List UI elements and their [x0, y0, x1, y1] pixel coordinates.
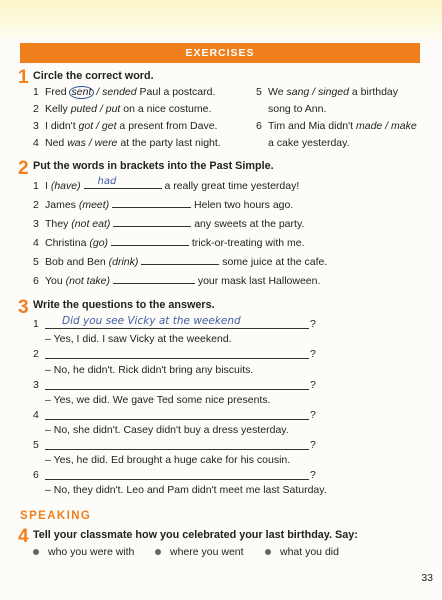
ex3-a4: – No, she didn't. Casey didn't buy a dress yesterday. [45, 424, 289, 436]
exercise-4-heading: Tell your classmate how you celebrated your last birthday. Say: [33, 529, 358, 541]
ex3-q4-number: 4 [33, 409, 39, 421]
ex3-a2: – No, he didn't. Rick didn't bring any biscuits. [45, 364, 254, 376]
ex2-item-5: 5 Bob and Ben (drink) some juice at the cafe. [33, 256, 328, 268]
ex2-item-4: 4 Christina (go) trick-or-treating with me. [33, 237, 305, 249]
answer-blank[interactable] [141, 254, 219, 265]
ex1-item-3: 3 I didn't got / get a present from Dave. [33, 120, 218, 132]
ex1-item-2: 2 Kelly puted / put on a nice costume. [33, 103, 212, 115]
page-number: 33 [421, 572, 433, 584]
option-1[interactable]: sang [286, 86, 310, 98]
ex3-a5: – Yes, he did. Ed brought a huge cake for his cousin. [45, 454, 291, 466]
option-1[interactable]: puted [70, 103, 97, 115]
ex1-item-6: 6 Tim and Mia didn't made / make [256, 120, 417, 132]
question-mark: ? [310, 439, 316, 451]
ex3-q6-number: 6 [33, 469, 39, 481]
option-1[interactable]: was [67, 137, 86, 149]
ex2-item-1: 1 I (have) had a really great time yesterday! [33, 176, 300, 192]
ex1-item-5: 5 We sang / singed a birthday [256, 86, 399, 98]
answer-blank[interactable] [84, 178, 162, 189]
ex1-item-6-cont: a cake yesterday. [268, 137, 350, 149]
question-line[interactable] [45, 358, 309, 359]
option-2[interactable]: make [391, 120, 417, 132]
bullet-dot-icon [265, 549, 271, 555]
ex2-item-6: 6 You (not take) your mask last Halloween. [33, 275, 321, 287]
question-line[interactable] [45, 419, 309, 420]
bullet-item: where you went [155, 546, 244, 558]
ex3-a6: – No, they didn't. Leo and Pam didn't meet me last Saturday. [45, 484, 327, 496]
answer-blank[interactable] [113, 216, 191, 227]
answer-blank[interactable] [111, 235, 189, 246]
option-2[interactable]: were [94, 137, 118, 149]
speaking-title: SPEAKING [20, 510, 92, 522]
ex2-item-2: 2 James (meet) Helen two hours ago. [33, 199, 294, 211]
exercise-3-number: 3 [18, 297, 29, 318]
exercise-1-number: 1 [18, 67, 29, 88]
answer-blank[interactable] [112, 197, 191, 208]
ex3-a3: – Yes, we did. We gave Ted some nice presents. [45, 394, 271, 406]
question-line[interactable] [45, 449, 309, 450]
option-1[interactable]: made [355, 120, 383, 132]
handwritten-answer: had [97, 176, 117, 187]
exercises-header [20, 43, 420, 63]
ex3-q1-number: 1 [33, 318, 39, 330]
bullet-item: who you were with [33, 546, 134, 558]
question-line[interactable] [45, 389, 309, 390]
ex1-item-1: 1 Fred sent / sended Paul a postcard. [33, 86, 216, 98]
question-mark: ? [310, 348, 316, 360]
option-2[interactable]: put [105, 103, 121, 115]
answer-blank[interactable] [113, 273, 195, 284]
bullet-dot-icon [33, 549, 39, 555]
ex1-item-5-cont: song to Ann. [268, 103, 327, 115]
exercise-2-heading: Put the words in brackets into the Past Simple. [33, 160, 274, 172]
question-mark: ? [310, 409, 316, 421]
ex3-q5-number: 5 [33, 439, 39, 451]
ex3-a1: – Yes, I did. I saw Vicky at the weekend. [45, 333, 232, 345]
exercise-4-number: 4 [18, 526, 29, 547]
option-2[interactable]: get [101, 120, 117, 132]
exercise-3-heading: Write the questions to the answers. [33, 299, 215, 311]
ex3-q2-number: 2 [33, 348, 39, 360]
ex1-item-4: 4 Ned was / were at the party last night. [33, 137, 221, 149]
exercise-2-number: 2 [18, 158, 29, 179]
option-1[interactable]: got [78, 120, 94, 132]
handwritten-question: Did you see Vicky at the weekend [62, 315, 241, 327]
question-mark: ? [310, 379, 316, 391]
exercises-title: EXERCISES [185, 47, 255, 59]
option-2[interactable]: singed [318, 86, 349, 98]
question-line[interactable] [45, 479, 309, 480]
exercise-1-heading: Circle the correct word. [33, 70, 154, 82]
circled-answer[interactable]: sent [69, 86, 95, 99]
question-mark: ? [310, 469, 316, 481]
ex3-q3-number: 3 [33, 379, 39, 391]
ex2-item-3: 3 They (not eat) any sweets at the party. [33, 218, 305, 230]
page-top-gradient [0, 0, 442, 42]
bullet-dot-icon [155, 549, 161, 555]
bullet-item: what you did [265, 546, 339, 558]
question-mark: ? [310, 318, 316, 330]
